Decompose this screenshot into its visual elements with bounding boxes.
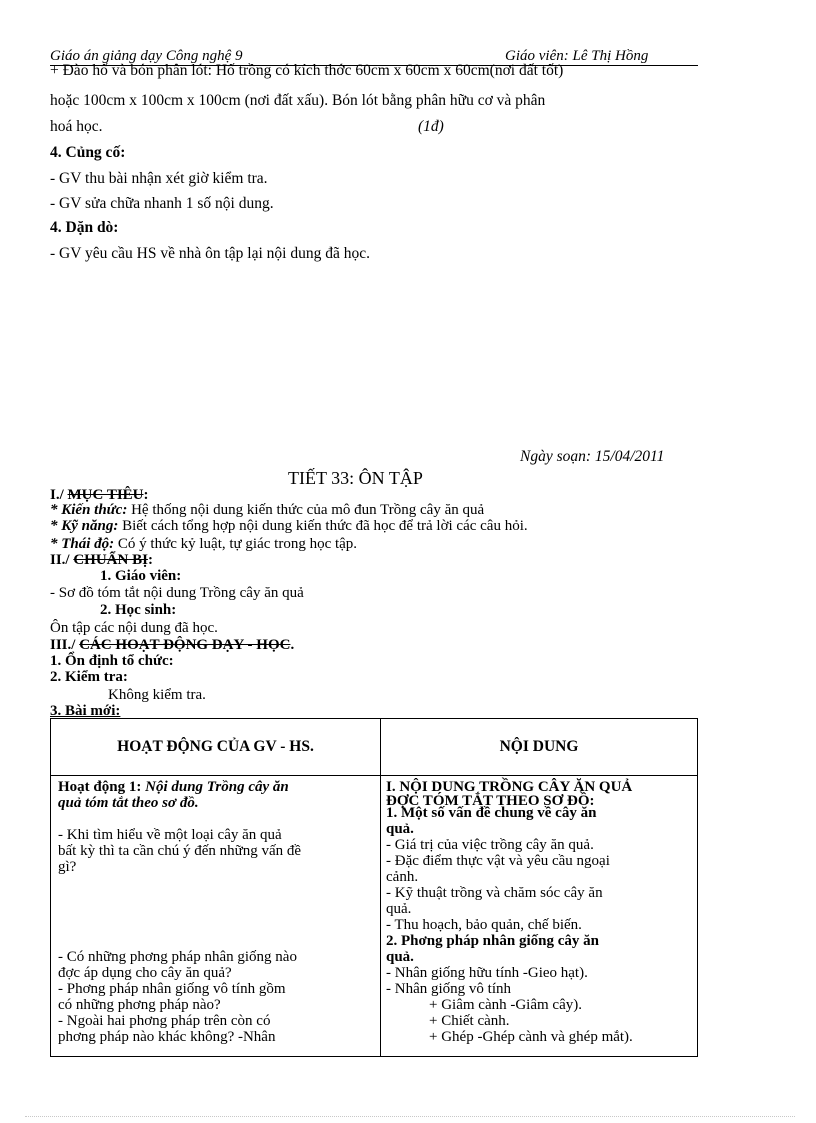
dando-item-1: - GV yêu cầu HS về nhà ôn tập lại nội dung đã học.: [50, 245, 370, 262]
section-1-line1: 1. Một số vấn đề chung về cây ăn: [386, 805, 597, 821]
kienthuc-line: * Kiến thức: Hệ thống nội dung kiến thức của mô đun Trồng cây ăn quả: [50, 502, 485, 518]
section-1-line2: quả.: [386, 821, 414, 837]
question-4-line2: phơng pháp nào khác không? -Nhân: [58, 1029, 276, 1045]
table-header-row: [51, 719, 698, 776]
question-1-line2: bất kỳ thì ta cần chú ý đến những vấn đề: [58, 843, 302, 859]
chuanbi-heading: II./ CHUẨN BỊ:: [50, 552, 153, 568]
left-cell: [51, 776, 381, 1057]
propagation-sub-1: + Giâm cành -Giâm cây).: [429, 997, 582, 1013]
question-3-line1: - Phơng pháp nhân giống vô tính gồm: [58, 981, 286, 997]
thaido-line: * Thái độ: Có ý thức kỷ luật, tự giác trong học tập.: [50, 536, 358, 552]
question-2-line2: đợc áp dụng cho cây ăn quả?: [58, 965, 232, 981]
gv-text: - Sơ đồ tóm tắt nội dung Trồng cây ăn quả: [50, 585, 304, 601]
question-2-line1: - Có những phơng pháp nhân giống nào: [58, 949, 297, 965]
kiemtra-line: 2. Kiểm tra:: [50, 669, 128, 685]
activity-1-title-line2: quả tóm tắt theo sơ đồ.: [58, 795, 199, 811]
table-row: [51, 776, 698, 1057]
question-1-line1: - Khi tìm hiểu về một loại cây ăn quả: [58, 827, 282, 843]
col2-header: NỘI DUNG: [381, 719, 698, 776]
content-item-1: - Giá trị của việc trồng cây ăn quả.: [386, 837, 594, 853]
lesson-date: Ngày soạn: 15/04/2011: [520, 448, 665, 465]
header-left: Giáo án giảng dạy Công nghệ 9: [50, 48, 243, 64]
hoatdong-heading: III./ CÁC HOẠT ĐỘNG DẠY - HỌC.: [50, 637, 295, 653]
header-right: Giáo viên: Lê Thị Hồng: [505, 48, 649, 64]
right-cell: [381, 776, 698, 1057]
propagation-item-2: - Nhân giống vô tính: [386, 981, 511, 997]
kynang-line: * Kỹ năng: Biết cách tổng hợp nội dung kiến thức đã học để trả lời các câu hỏi.: [50, 518, 528, 534]
content-item-2-line2: cảnh.: [386, 869, 419, 885]
kiemtra-text: Không kiểm tra.: [108, 687, 206, 703]
activity-table: [50, 718, 698, 1057]
cungco-item-2: - GV sửa chữa nhanh 1 số nội dung.: [50, 195, 274, 212]
muctieu-heading: I./ MỤC TIÊU:: [50, 487, 149, 503]
cungco-title: 4. Củng cố:: [50, 144, 126, 161]
content-heading-line1: I. NỘI DUNG TRỒNG CÂY ĂN QUẢ: [386, 779, 633, 795]
question-4-line1: - Ngoài hai phơng pháp trên còn có: [58, 1013, 271, 1029]
activity-1-title-line1: Hoạt động 1: Nội dung Trồng cây ăn: [58, 779, 289, 795]
ondinh-line: 1. Ổn định tổ chức:: [50, 653, 174, 669]
content-heading-line2: ĐỢC TÓM TẮT THEO SƠ ĐỒ:: [386, 793, 595, 809]
propagation-sub-2: + Chiết cành.: [429, 1013, 510, 1029]
content-item-3-line1: - Kỹ thuật trồng và chăm sóc cây ăn: [386, 885, 603, 901]
propagation-item-1: - Nhân giống hữu tính -Gieo hạt).: [386, 965, 588, 981]
col1-header: HOẠT ĐỘNG CỦA GV - HS.: [51, 719, 381, 776]
page-bottom-dotted-line: [25, 1116, 795, 1117]
question-3-line2: có những phơng pháp nào?: [58, 997, 221, 1013]
hs-text: Ôn tập các nội dung đã học.: [50, 620, 218, 636]
prev-line-3: hoá học.: [50, 118, 103, 135]
section-2-line2: quả.: [386, 949, 414, 965]
prev-line-2: hoặc 100cm x 100cm x 100cm (nơi đất xấu). Bón lót bằng phân hữu cơ và phân: [50, 92, 546, 109]
baimoi-line: 3. Bài mới:: [50, 703, 121, 719]
dando-title: 4. Dặn dò:: [50, 219, 119, 236]
section-2-line1: 2. Phơng pháp nhân giống cây ăn: [386, 933, 599, 949]
question-1-line3: gì?: [58, 859, 77, 875]
gv-title: 1. Giáo viên:: [100, 568, 182, 584]
content-item-3-line2: quả.: [386, 901, 412, 917]
content-item-4: - Thu hoạch, bảo quản, chế biến.: [386, 917, 582, 933]
lesson-title: TIẾT 33: ÔN TẬP: [288, 468, 423, 488]
propagation-sub-3: + Ghép -Ghép cành và ghép mắt).: [429, 1029, 633, 1045]
hs-title: 2. Học sinh:: [100, 602, 177, 618]
prev-score: (1đ): [418, 118, 444, 135]
content-item-2-line1: - Đặc điểm thực vật và yêu cầu ngoại: [386, 853, 610, 869]
prev-line-1: + Đào hố và bón phân lót: Hố trồng có kích thớc 60cm x 60cm x 60cm(nơi đất tốt): [50, 62, 564, 79]
cungco-item-1: - GV thu bài nhận xét giờ kiểm tra.: [50, 170, 268, 187]
